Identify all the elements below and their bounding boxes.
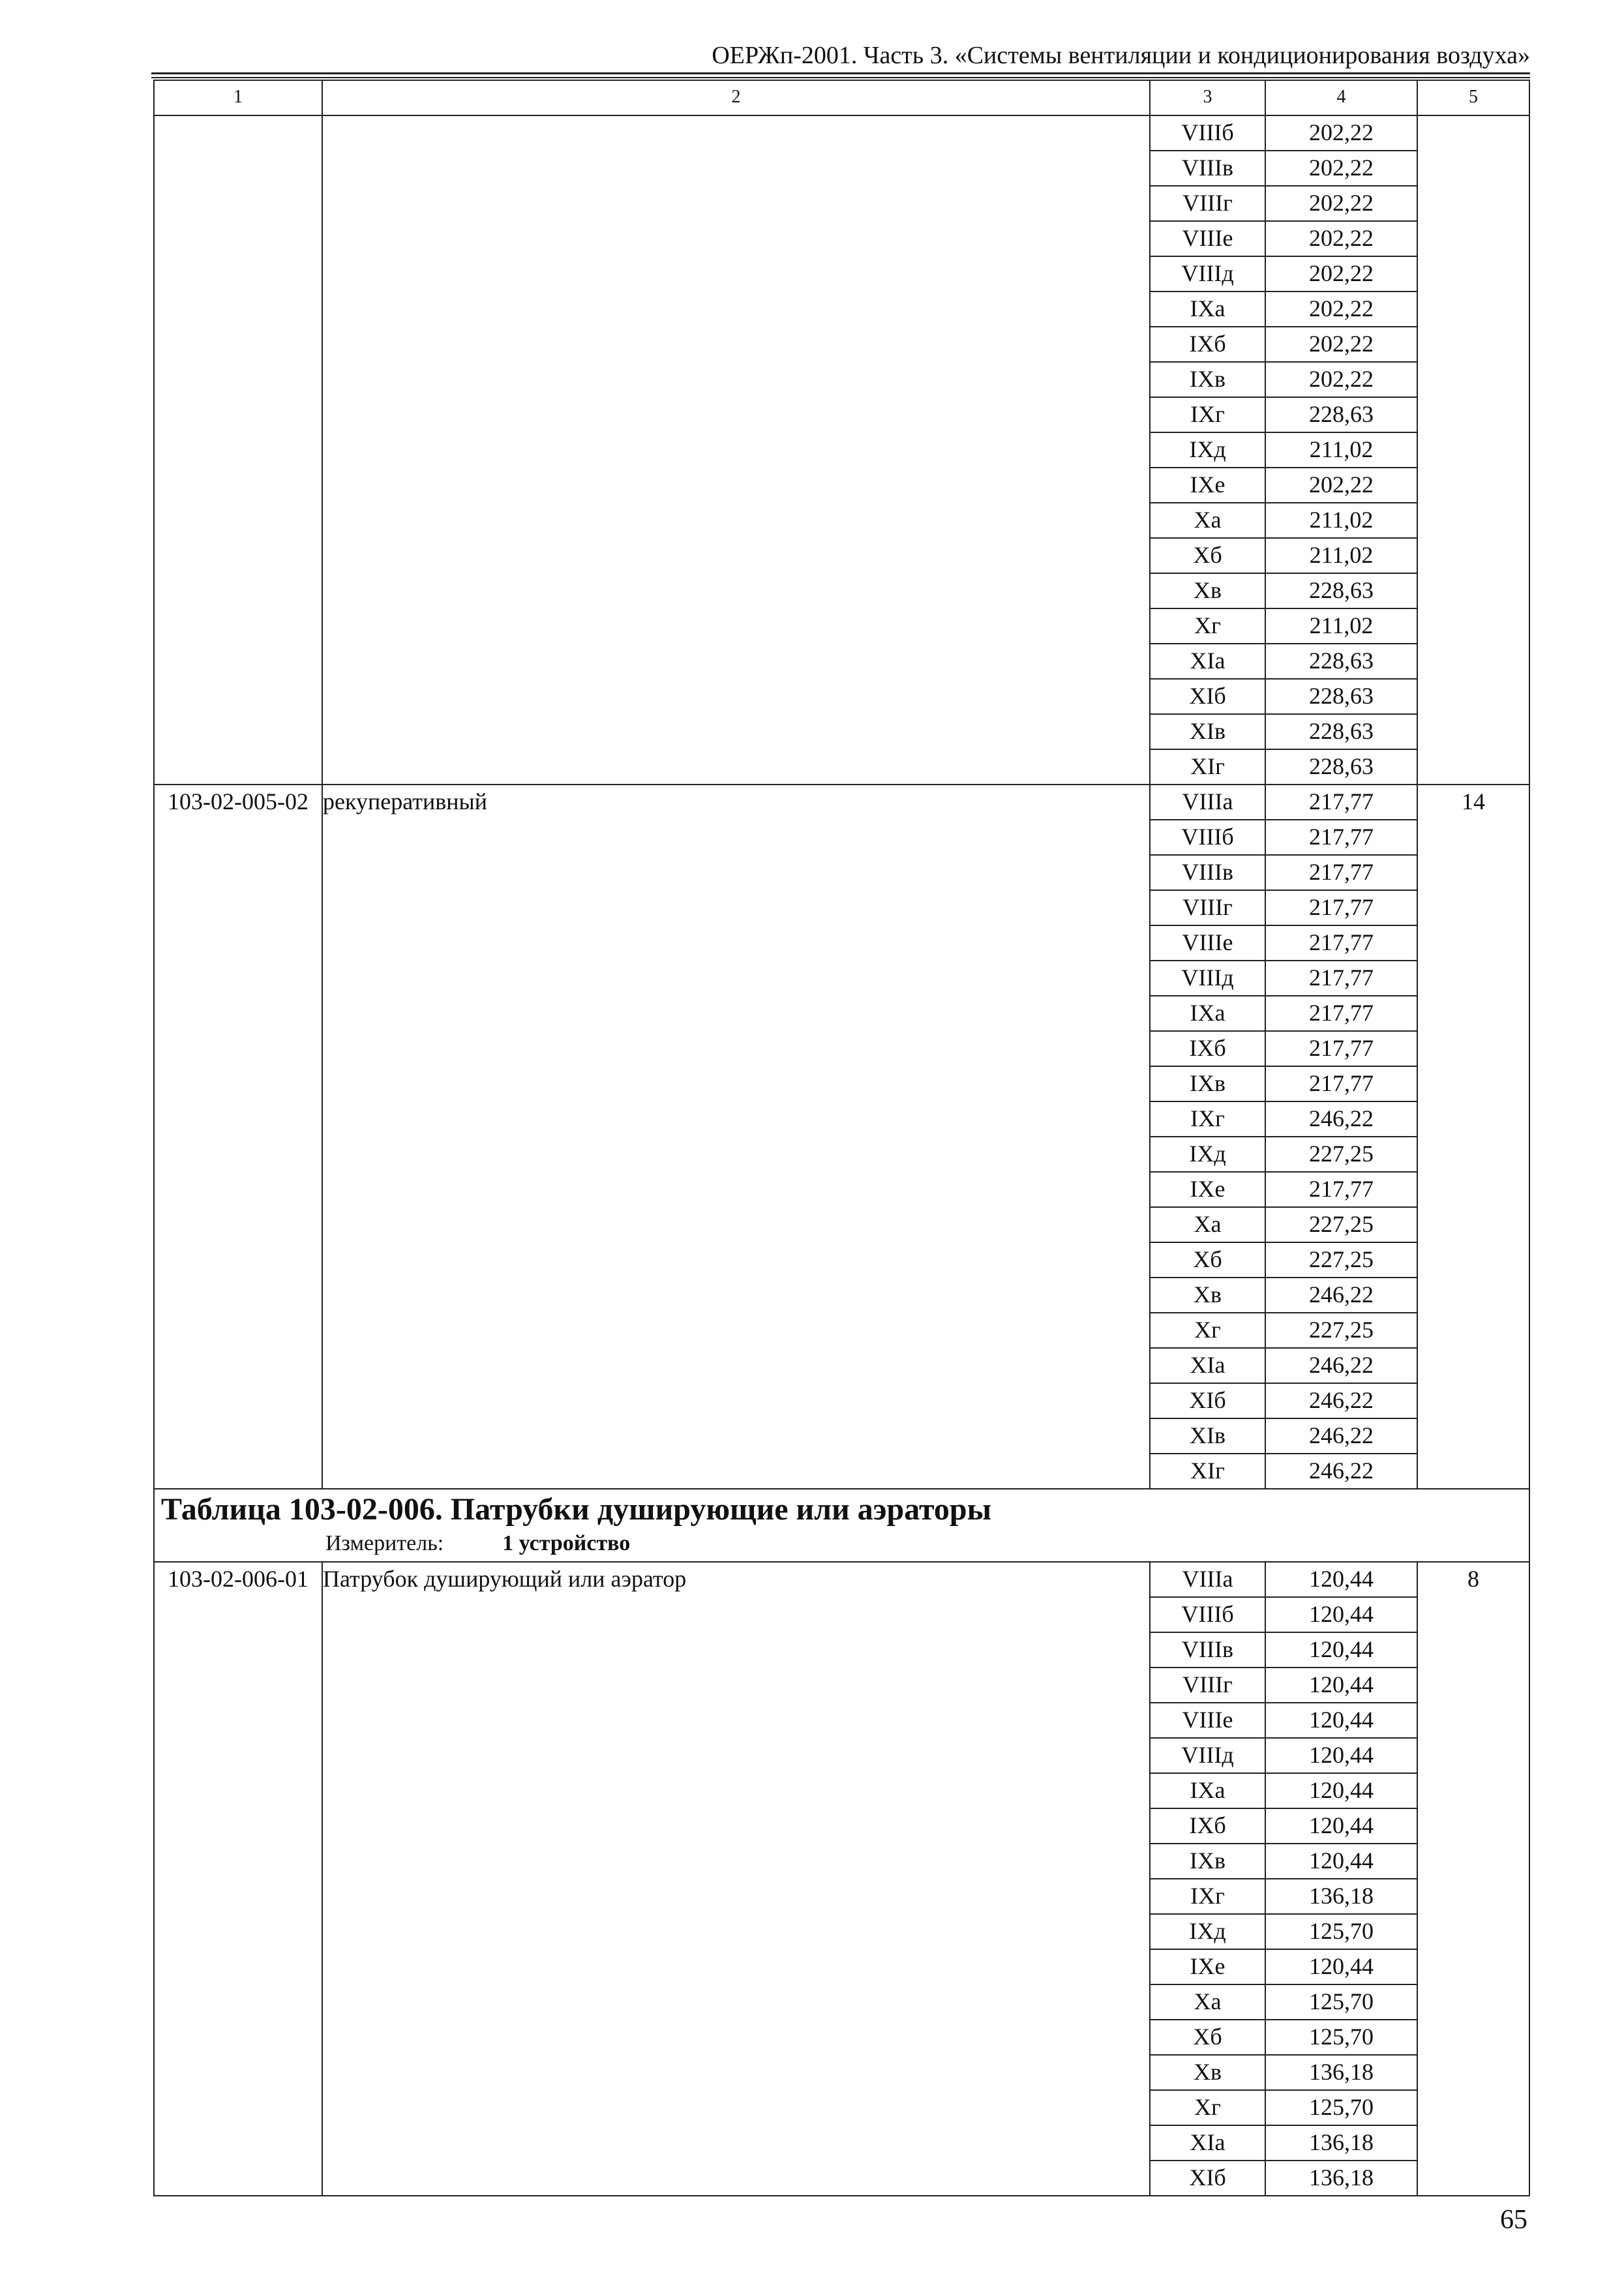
zone-cell: IXв xyxy=(1150,1066,1265,1101)
zone-cell: IXа xyxy=(1150,1773,1265,1808)
column-number: 4 xyxy=(1265,80,1417,115)
header-rule xyxy=(151,72,1530,74)
zone-cell: Xв xyxy=(1150,2055,1265,2090)
zone-cell: VIIIе xyxy=(1150,221,1265,256)
price-cell: 120,44 xyxy=(1265,1703,1417,1738)
price-cell: 217,77 xyxy=(1265,820,1417,855)
zone-cell: XIа xyxy=(1150,1348,1265,1383)
price-cell: 228,63 xyxy=(1265,679,1417,714)
measure-line xyxy=(155,1530,1529,1561)
section-header-row xyxy=(154,1489,1529,1562)
zone-cell: IXд xyxy=(1150,1914,1265,1949)
zone-cell: VIIIв xyxy=(1150,151,1265,186)
zone-cell: VIIIд xyxy=(1150,1738,1265,1773)
zone-cell: VIIIв xyxy=(1150,1632,1265,1668)
price-cell: 202,22 xyxy=(1265,256,1417,292)
price-cell: 202,22 xyxy=(1265,292,1417,327)
zone-cell: IXг xyxy=(1150,397,1265,432)
price-cell: 228,63 xyxy=(1265,397,1417,432)
price-cell: 227,25 xyxy=(1265,1137,1417,1172)
item-name: Патрубок душирующий или аэратор xyxy=(322,1562,1150,2196)
zone-cell: VIIIг xyxy=(1150,186,1265,221)
zone-cell: IXд xyxy=(1150,432,1265,468)
zone-cell: Xа xyxy=(1150,1984,1265,2020)
zone-cell: XIг xyxy=(1150,1454,1265,1489)
price-cell: 228,63 xyxy=(1265,749,1417,785)
zone-cell: IXе xyxy=(1150,1172,1265,1207)
zone-cell: IXв xyxy=(1150,1844,1265,1879)
price-cell: 125,70 xyxy=(1265,2090,1417,2125)
price-table xyxy=(153,80,1530,2196)
price-cell: 120,44 xyxy=(1265,1668,1417,1703)
price-cell: 217,77 xyxy=(1265,890,1417,925)
price-cell: 202,22 xyxy=(1265,221,1417,256)
table-row xyxy=(154,785,1529,820)
zone-cell: IXб xyxy=(1150,1031,1265,1066)
zone-cell: VIIIд xyxy=(1150,256,1265,292)
column-number: 3 xyxy=(1150,80,1265,115)
price-cell: 227,25 xyxy=(1265,1207,1417,1242)
price-cell: 227,25 xyxy=(1265,1313,1417,1348)
zone-cell: IXа xyxy=(1150,292,1265,327)
price-cell: 202,22 xyxy=(1265,327,1417,362)
unit-count: 14 xyxy=(1417,785,1529,1489)
price-cell: 217,77 xyxy=(1265,1172,1417,1207)
zone-cell: VIIIе xyxy=(1150,1703,1265,1738)
zone-cell: XIб xyxy=(1150,1383,1265,1418)
table-row xyxy=(154,115,1529,151)
zone-cell: XIб xyxy=(1150,679,1265,714)
zone-cell: VIIIв xyxy=(1150,855,1265,890)
price-cell: 202,22 xyxy=(1265,115,1417,151)
price-cell: 202,22 xyxy=(1265,468,1417,503)
price-cell: 125,70 xyxy=(1265,1984,1417,2020)
zone-cell: Xв xyxy=(1150,573,1265,608)
price-cell: 120,44 xyxy=(1265,1597,1417,1632)
price-cell: 211,02 xyxy=(1265,432,1417,468)
zone-cell: VIIIб xyxy=(1150,115,1265,151)
price-cell: 136,18 xyxy=(1265,1879,1417,1914)
price-cell: 217,77 xyxy=(1265,1031,1417,1066)
zone-cell: IXд xyxy=(1150,1137,1265,1172)
price-cell: 125,70 xyxy=(1265,2020,1417,2055)
section-header xyxy=(154,1489,1529,1562)
price-cell: 120,44 xyxy=(1265,1738,1417,1773)
zone-cell: Xв xyxy=(1150,1278,1265,1313)
price-cell: 217,77 xyxy=(1265,925,1417,961)
zone-cell: Xг xyxy=(1150,608,1265,644)
zone-cell: VIIIб xyxy=(1150,820,1265,855)
zone-cell: VIIIб xyxy=(1150,1597,1265,1632)
zone-cell: IXг xyxy=(1150,1879,1265,1914)
price-cell: 125,70 xyxy=(1265,1914,1417,1949)
running-title: ОЕРЖп-2001. Часть 3. «Системы вентиляции и кондиционирования воздуха» xyxy=(712,42,1530,69)
zone-cell: VIIIа xyxy=(1150,1562,1265,1597)
price-cell: 136,18 xyxy=(1265,2055,1417,2090)
zone-cell: XIа xyxy=(1150,644,1265,679)
zone-cell: VIIIд xyxy=(1150,961,1265,996)
price-cell: 120,44 xyxy=(1265,1844,1417,1879)
zone-cell: Xг xyxy=(1150,2090,1265,2125)
item-name: рекуперативный xyxy=(322,785,1150,1489)
price-cell: 228,63 xyxy=(1265,573,1417,608)
price-cell: 217,77 xyxy=(1265,996,1417,1031)
column-number-row xyxy=(154,80,1529,115)
zone-cell: XIа xyxy=(1150,2125,1265,2161)
zone-cell: XIв xyxy=(1150,714,1265,749)
zone-cell: Xа xyxy=(1150,503,1265,538)
column-number: 5 xyxy=(1417,80,1529,115)
price-cell: 211,02 xyxy=(1265,608,1417,644)
header-rule-thin xyxy=(151,77,1530,78)
price-cell: 120,44 xyxy=(1265,1562,1417,1597)
price-cell: 120,44 xyxy=(1265,1773,1417,1808)
item-code: 103-02-005-02 xyxy=(154,785,322,1489)
price-cell: 120,44 xyxy=(1265,1632,1417,1668)
price-cell: 228,63 xyxy=(1265,644,1417,679)
price-cell: 227,25 xyxy=(1265,1242,1417,1278)
price-cell: 202,22 xyxy=(1265,151,1417,186)
measure-label: Измеритель: xyxy=(325,1531,444,1555)
price-cell: 246,22 xyxy=(1265,1278,1417,1313)
price-cell: 136,18 xyxy=(1265,2161,1417,2196)
item-code xyxy=(154,115,322,785)
zone-cell: Xб xyxy=(1150,1242,1265,1278)
zone-cell: IXа xyxy=(1150,996,1265,1031)
zone-cell: Xб xyxy=(1150,538,1265,573)
price-cell: 246,22 xyxy=(1265,1454,1417,1489)
zone-cell: IXб xyxy=(1150,1808,1265,1844)
item-code: 103-02-006-01 xyxy=(154,1562,322,2196)
price-cell: 202,22 xyxy=(1265,186,1417,221)
price-cell: 217,77 xyxy=(1265,1066,1417,1101)
zone-cell: XIб xyxy=(1150,2161,1265,2196)
price-cell: 228,63 xyxy=(1265,714,1417,749)
zone-cell: IXг xyxy=(1150,1101,1265,1137)
column-number: 2 xyxy=(322,80,1150,115)
price-cell: 202,22 xyxy=(1265,362,1417,397)
table-row xyxy=(154,1562,1529,1597)
zone-cell: Xа xyxy=(1150,1207,1265,1242)
zone-cell: XIг xyxy=(1150,749,1265,785)
price-cell: 120,44 xyxy=(1265,1949,1417,1984)
zone-cell: Xг xyxy=(1150,1313,1265,1348)
section-title: Таблица 103-02-006. Патрубки душирующие или аэраторы xyxy=(161,1492,992,1527)
unit-count: 8 xyxy=(1417,1562,1529,2196)
zone-cell: VIIIа xyxy=(1150,785,1265,820)
zone-cell: Xб xyxy=(1150,2020,1265,2055)
price-cell: 217,77 xyxy=(1265,785,1417,820)
zone-cell: IXе xyxy=(1150,468,1265,503)
price-cell: 120,44 xyxy=(1265,1808,1417,1844)
zone-cell: XIв xyxy=(1150,1418,1265,1454)
zone-cell: VIIIг xyxy=(1150,890,1265,925)
price-cell: 217,77 xyxy=(1265,961,1417,996)
measure-value: 1 устройство xyxy=(502,1531,631,1555)
price-cell: 136,18 xyxy=(1265,2125,1417,2161)
price-cell: 217,77 xyxy=(1265,855,1417,890)
page-number: 65 xyxy=(1500,2205,1527,2235)
price-cell: 246,22 xyxy=(1265,1101,1417,1137)
price-cell: 246,22 xyxy=(1265,1418,1417,1454)
zone-cell: VIIIг xyxy=(1150,1668,1265,1703)
zone-cell: VIIIе xyxy=(1150,925,1265,961)
price-cell: 211,02 xyxy=(1265,503,1417,538)
zone-cell: IXб xyxy=(1150,327,1265,362)
price-cell: 211,02 xyxy=(1265,538,1417,573)
price-cell: 246,22 xyxy=(1265,1383,1417,1418)
price-cell: 246,22 xyxy=(1265,1348,1417,1383)
zone-cell: IXв xyxy=(1150,362,1265,397)
zone-cell: IXе xyxy=(1150,1949,1265,1984)
item-name xyxy=(322,115,1150,785)
unit-count xyxy=(1417,115,1529,785)
column-number: 1 xyxy=(154,80,322,115)
